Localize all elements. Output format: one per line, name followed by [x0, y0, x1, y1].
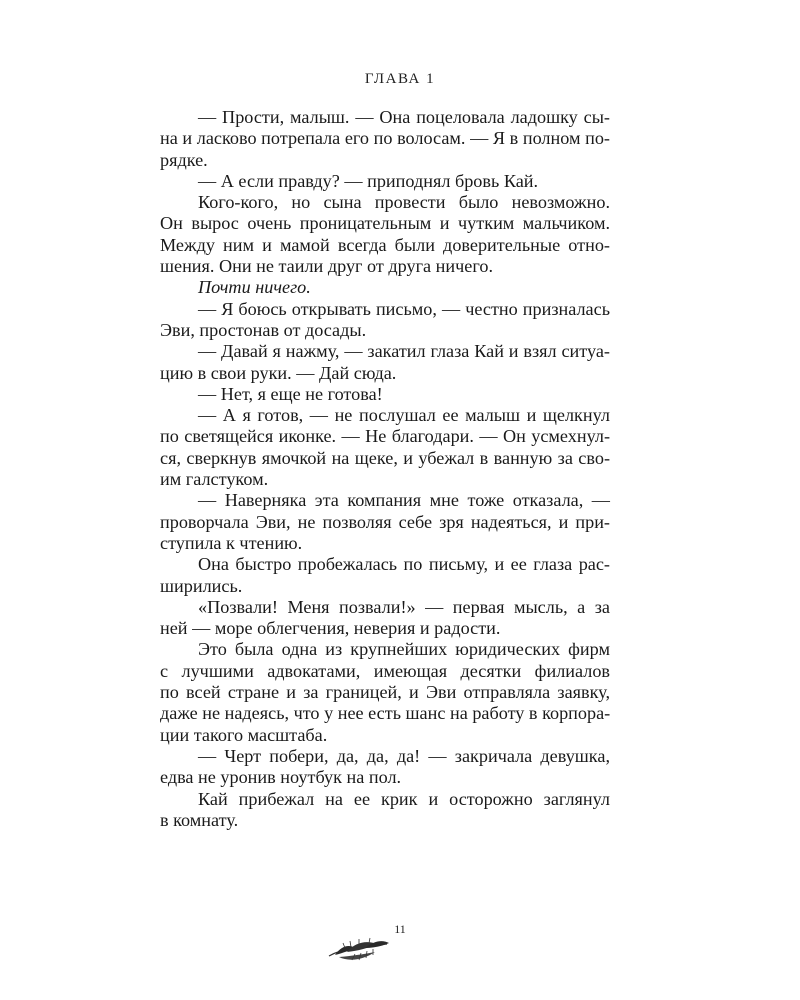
text-line: — Я боюсь открывать письмо, — честно призналась — [198, 298, 610, 319]
text-line: «Позвали! Меня позвали!» — первая мысль, а за — [198, 596, 610, 617]
text-line: Кого-кого, но сына провести было невозможно. — [198, 192, 610, 213]
text-line: Он вырос очень проницательным и чутким мальчиком. — [160, 213, 610, 234]
paragraph — [160, 299, 610, 342]
paragraph — [160, 405, 610, 490]
text-line: ширились. — [160, 575, 243, 596]
text-line: Она быстро пробежалась по письму, и ее глаза рас- — [198, 554, 610, 575]
paragraph — [160, 490, 610, 554]
feather-ornament-icon — [325, 936, 395, 966]
text-line: ней — море облегчения, неверия и радости. — [160, 618, 501, 639]
paragraph — [160, 746, 610, 789]
text-line: проворчала Эви, не позволяя себе зря надеяться, и при- — [160, 511, 610, 532]
paragraph — [160, 171, 610, 192]
text-line: с лучшими адвокатами, имеющая десятки филиалов — [160, 660, 610, 681]
paragraph — [160, 107, 610, 171]
text-line: — Нет, я еще не готова! — [198, 383, 383, 404]
text-line: Это была одна из крупнейших юридических фирм — [198, 639, 610, 660]
text-line: — А если правду? — приподнял бровь Кай. — [198, 170, 539, 191]
text-line: Эви, простонав от досады. — [160, 319, 367, 340]
text-line: на и ласково потрепала его по волосам. — Я в полном по- — [160, 128, 610, 149]
text-line: — Наверняка эта компания мне тоже отказала, — — [198, 490, 610, 511]
text-line: ступила к чтению. — [160, 532, 303, 553]
text-line: им галстуком. — [160, 469, 269, 490]
paragraph — [160, 639, 610, 745]
text-line: шения. Они не таили друг от друга ничего. — [160, 256, 494, 277]
paragraph-italic — [160, 277, 610, 298]
text-line: — А я готов, — не послушал ее малыш и щелкнул — [198, 405, 610, 426]
paragraph — [160, 554, 610, 597]
running-head: ГЛАВА 1 — [364, 71, 436, 87]
text-line: Между ним и мамой всегда были доверительные отно- — [160, 234, 610, 255]
text-line: даже не надеясь, что у нее есть шанс на работу в корпора- — [160, 703, 611, 724]
paragraph — [160, 384, 610, 405]
text-line: по всей стране и за границей, и Эви отправляла заявку, — [160, 682, 610, 703]
text-line: по светящейся иконке. — Не благодари. — Он усмехнул- — [160, 426, 610, 447]
text-line: в комнату. — [160, 809, 239, 830]
page-number: 11 — [394, 922, 406, 936]
paragraph — [160, 597, 610, 640]
text-line: — Прости, малыш. — Она поцеловала ладошку сы- — [198, 107, 610, 127]
body-text — [160, 107, 610, 831]
text-line: рядке. — [160, 149, 208, 170]
text-line: — Черт побери, да, да, да! — закричала девушка, — [198, 745, 610, 766]
paragraph — [160, 789, 610, 832]
text-line: едва не уронив ноутбук на пол. — [160, 767, 402, 788]
text-line: Почти ничего. — [198, 277, 311, 298]
text-line: ции такого масштаба. — [160, 724, 328, 745]
text-line: — Давай я нажму, — закатил глаза Кай и взял ситуа- — [198, 341, 610, 362]
paragraph — [160, 192, 610, 277]
text-line: Кай прибежал на ее крик и осторожно заглянул — [198, 788, 610, 809]
paragraph — [160, 341, 610, 384]
text-line: цию в свои руки. — Дай сюда. — [160, 362, 397, 383]
text-line: ся, сверкнув ямочкой на щеке, и убежал в ванную за сво- — [160, 447, 610, 468]
